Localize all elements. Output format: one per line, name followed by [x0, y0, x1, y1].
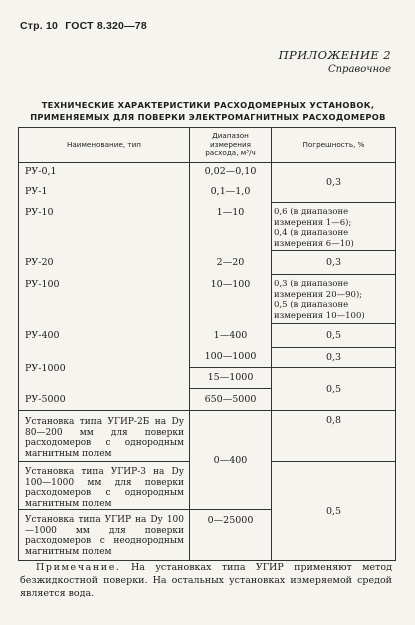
row-range: 10—100 [190, 275, 272, 324]
row-error: 0,5 [272, 462, 396, 561]
row-range: 0—25000 [190, 510, 272, 561]
row-error: 0,3 [272, 348, 396, 368]
page-header [20, 20, 151, 32]
row-range: 0,1—1,0 [190, 181, 272, 203]
note-text: На установках типа УГИР применяют метод безжидкостной поверки. На остальных установках измеряемой средой является вода. [20, 562, 392, 599]
row-range: 100—1000 [190, 348, 272, 368]
appendix-subtitle: Справочное [327, 64, 391, 75]
table-title [22, 99, 394, 123]
row-name: РУ-20 [19, 251, 190, 275]
row-range: 1—400 [190, 324, 272, 348]
row-error: 0,3 [272, 251, 396, 275]
note-label: Примечание. [36, 562, 121, 573]
row-range: 0,02—0,10 [190, 163, 272, 181]
row-name: РУ-1 [19, 181, 190, 203]
row-range: 1—10 [190, 203, 272, 251]
table-row [19, 348, 396, 368]
row-error: 0,5 [272, 368, 396, 411]
table-row [19, 203, 396, 251]
appendix-title: ПРИЛОЖЕНИЕ 2 [278, 48, 391, 62]
error-line: 0,3 (в диапазоне измерения 20—90); [274, 279, 363, 300]
row-name: Установка типа УГИР на Dу 100—1000 мм для поверки расходомеров с неоднородным магнитным полем [19, 510, 190, 561]
row-name: РУ-400 [19, 324, 190, 348]
error-line: 0,4 (в диапазоне измерения 6—10) [274, 228, 354, 249]
row-error [272, 275, 396, 324]
page-number: Стр. 10 [20, 20, 59, 32]
row-name: Установка типа УГИР-3 на Dу 100—1000 мм для поверки расходомеров с однородным магнитным полем [19, 462, 190, 510]
error-line: 0,5 (в диапазоне измерения 10—100) [274, 300, 365, 321]
row-range: 15—1000 [190, 368, 272, 389]
header-range: Диапазон измерения расхода, м³/ч [190, 128, 272, 163]
row-name: Установка типа УГИР-2Б на Dу 80—200 мм для поверки расходомеров с однородным магнитным полем [19, 411, 190, 462]
row-name: РУ-0,1 [19, 163, 190, 181]
row-range: 0—400 [190, 411, 272, 510]
standard-code: ГОСТ 8.320—78 [65, 20, 147, 32]
table-row [19, 251, 396, 275]
row-range: 650—5000 [190, 389, 272, 411]
row-name: РУ-5000 [19, 389, 190, 411]
table-row [19, 324, 396, 348]
table-row [19, 163, 396, 181]
table-row [19, 275, 396, 324]
appendix-block [279, 48, 391, 75]
row-error [272, 203, 396, 251]
row-name: РУ-100 [19, 275, 190, 324]
row-range: 2—20 [190, 251, 272, 275]
row-name: РУ-10 [19, 203, 190, 251]
header-name: Наименование, тип [19, 128, 190, 163]
error-line: 0,6 (в диапазоне измерения 1—6); [274, 207, 352, 228]
header-error: Погрешность, % [272, 128, 396, 163]
table-title-line2: ПРИМЕНЯЕМЫХ ДЛЯ ПОВЕРКИ ЭЛЕКТРОМАГНИТНЫХ РАСХОДОМЕРОВ [30, 112, 386, 122]
row-name: РУ-1000 [19, 348, 190, 389]
row-error: 0,3 [272, 163, 396, 203]
row-error: 0,5 [272, 324, 396, 348]
characteristics-table [18, 127, 396, 561]
table-note [20, 561, 392, 600]
table-header-row [19, 128, 396, 163]
row-error: 0,8 [272, 411, 396, 462]
table-row [19, 411, 396, 462]
table-title-line1: ТЕХНИЧЕСКИЕ ХАРАКТЕРИСТИКИ РАСХОДОМЕРНЫХ УСТАНОВОК, [41, 100, 375, 110]
